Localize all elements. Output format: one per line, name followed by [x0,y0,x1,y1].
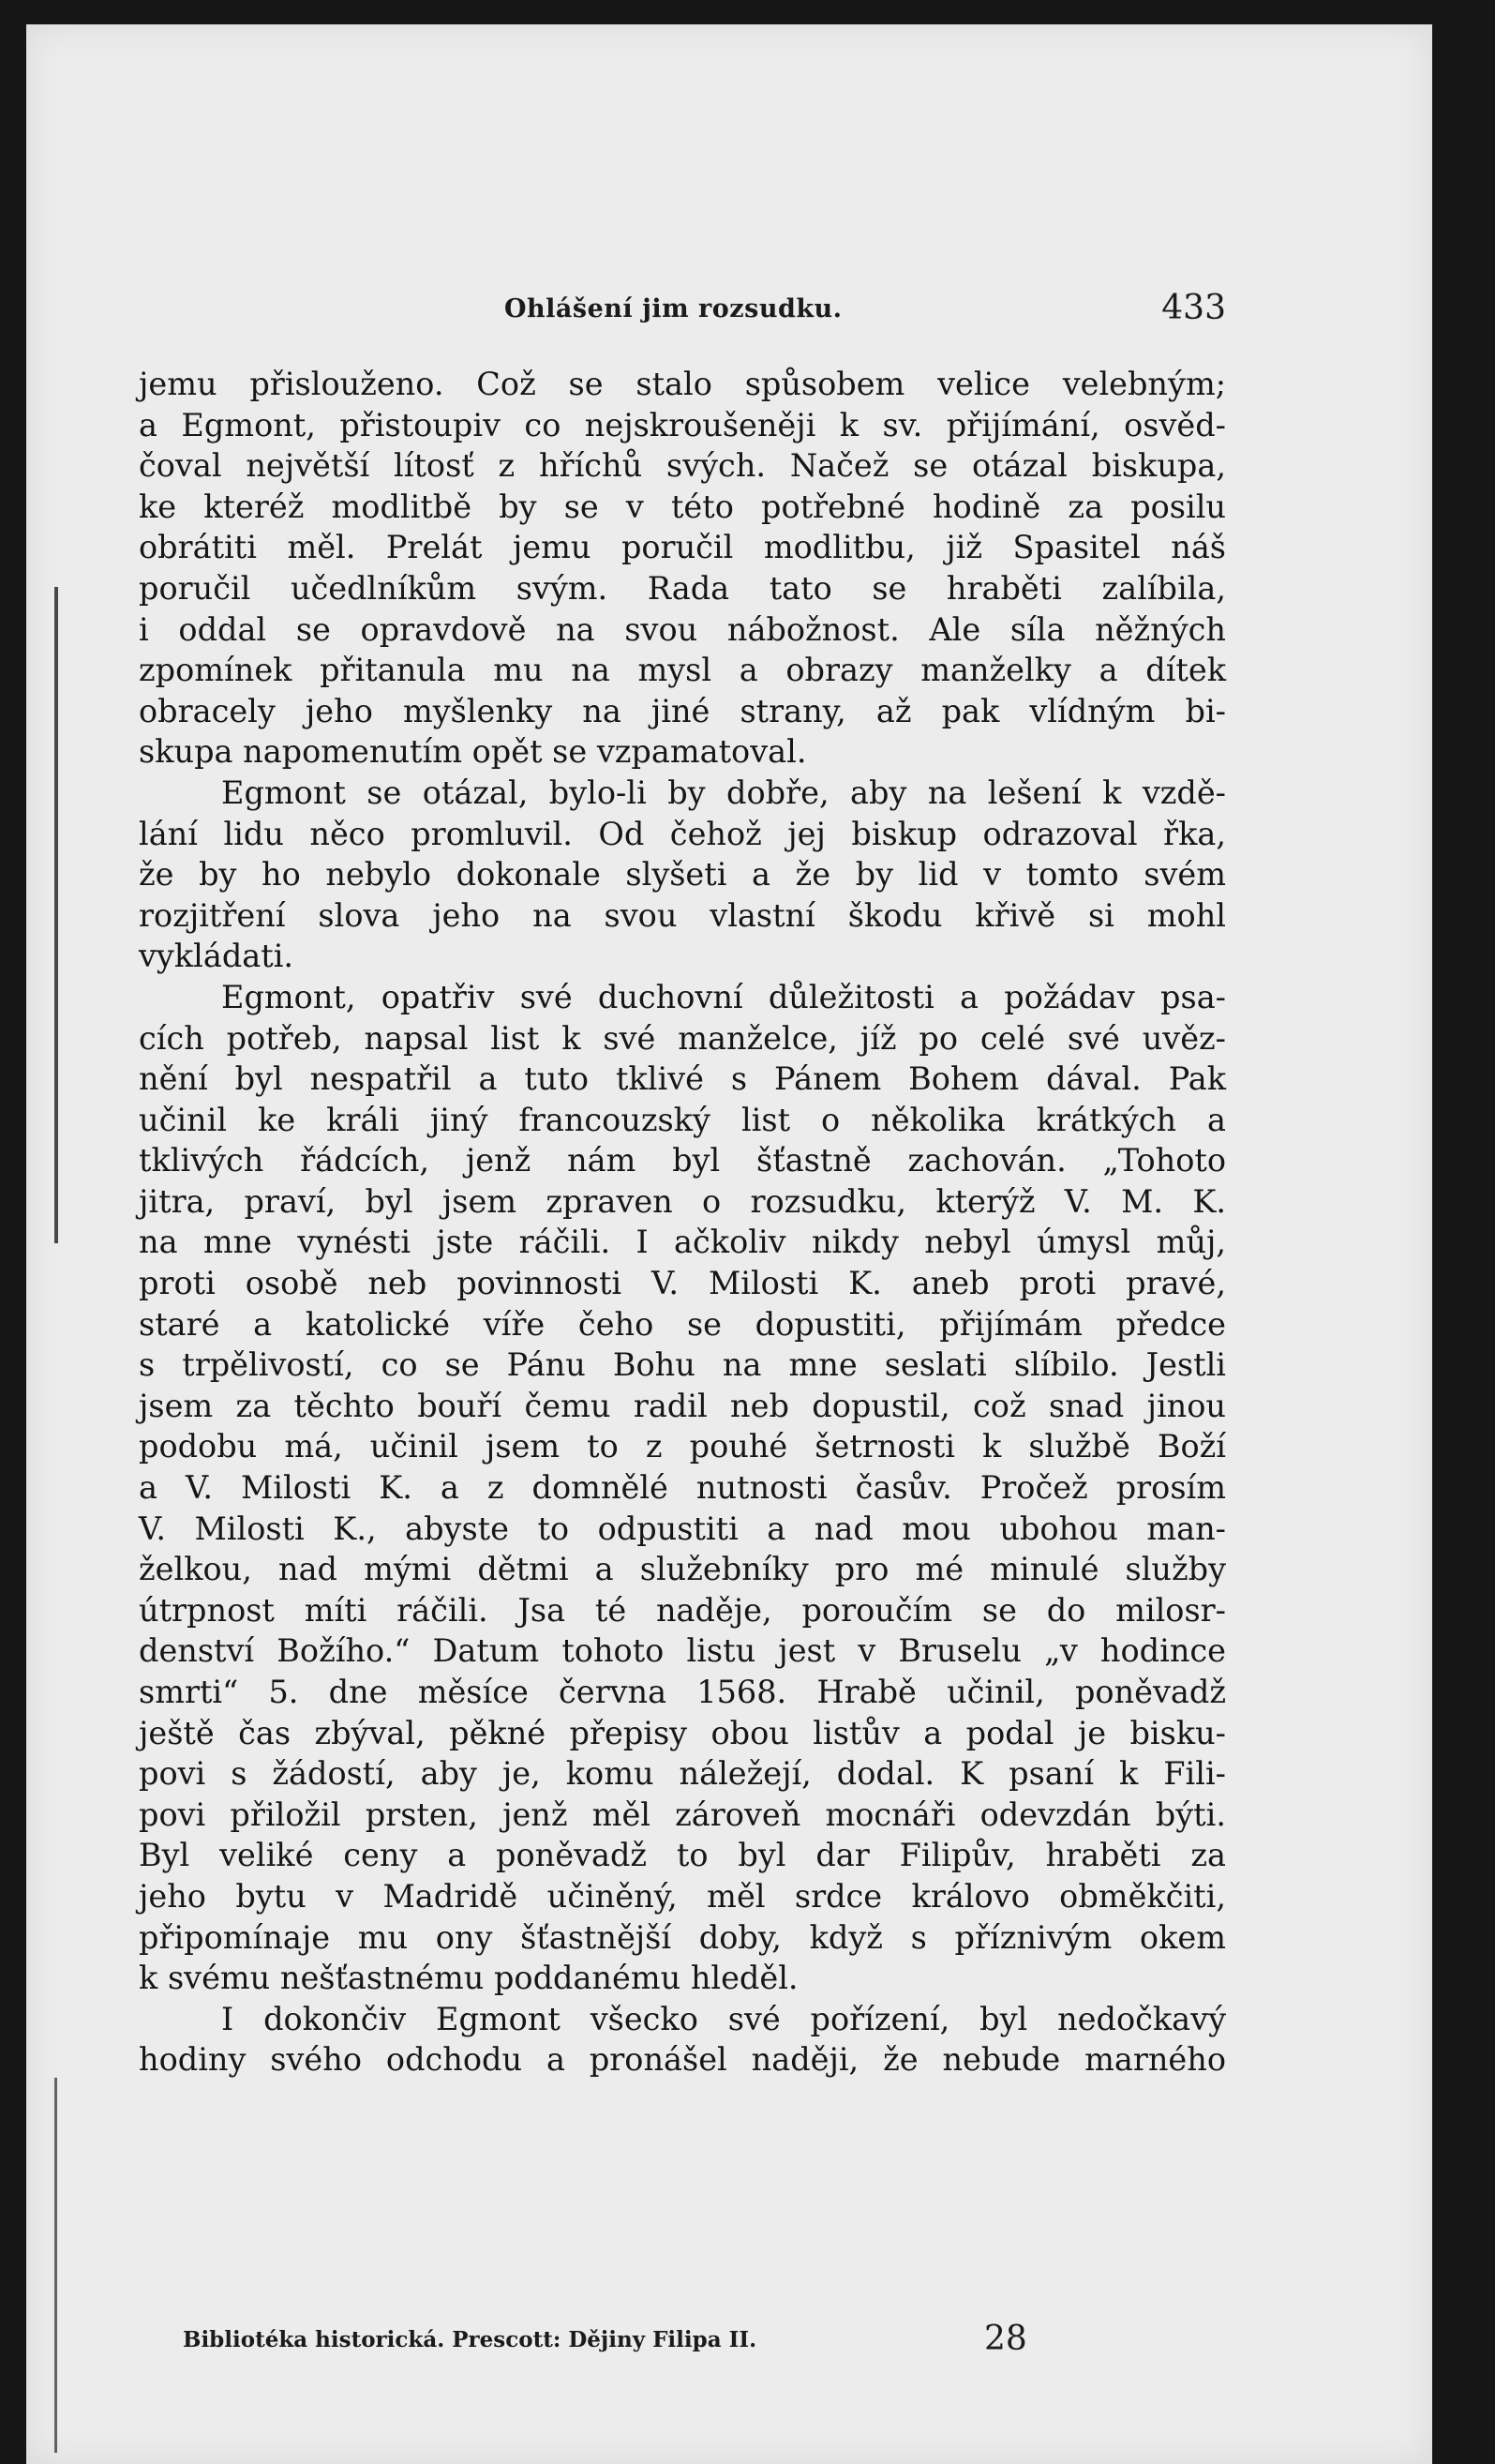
text-line: ještě čas zbýval, pěkné přepisy obou listův a podal je bisku- [139,1714,1226,1751]
text-line: nění byl nespatřil a tuto tklivé s Pánem Bohem dával. Pak [139,1060,1226,1098]
text-line: učinil ke králi jiný francouzský list o několika krátkých a [139,1101,1226,1138]
body-text [139,364,1226,2081]
text-line: povi přiložil prsten, jenž měl zároveň mocnáři odevzdán býti. [139,1795,1226,1833]
text-line: podobu má, učinil jsem to z pouhé šetrnosti k službě Boží [139,1428,1226,1465]
text-line: vykládati. [139,938,294,975]
text-line: zpomínek přitanula mu na mysl a obrazy manželky a dítek [139,652,1226,689]
text-line: Egmont, opatřiv své duchovní důležitosti a požádav psa- [221,978,1226,1015]
text-line: s trpělivostí, co se Pánu Bohu na mne seslati slíbilo. Jestli [139,1346,1226,1384]
text-line: útrpnost míti ráčili. Jsa té naděje, poroučím se do milosr- [139,1591,1226,1629]
text-line: smrti“ 5. dne měsíce června 1568. Hrabě učinil, poněvadž [139,1674,1226,1710]
text-line: jsem za těchto bouří čemu radil neb dopustil, což snad jinou [139,1387,1226,1424]
text-line: k svému nešťastnému poddanému hleděl. [139,1960,799,1997]
text-line: rozjitření slova jeho na svou vlastní škodu křivě si mohl [139,896,1226,934]
text-line: ke kteréž modlitbě by se v této potřebné hodině za posilu [139,488,1226,525]
text-line: povi s žádostí, aby je, komu náležejí, dodal. K psaní k Fili- [139,1755,1226,1793]
text-line: jemu přislouženo. Což se stalo spůsobem velice velebným; [139,366,1226,402]
text-line: i oddal se opravdově na svou nábožnost. Ale síla něžných [139,610,1226,648]
running-title: Ohlášení jim rozsudku. [504,294,843,323]
text-line: připomínaje mu ony šťastnější doby, když s příznivým okem [139,1918,1226,1956]
text-line: proti osobě neb povinnosti V. Milosti K. aneb proti pravé, [139,1265,1226,1302]
text-line: a V. Milosti K. a z domnělé nutnosti časův. Pročež prosím [139,1469,1226,1507]
text-line: denství Božího.“ Datum tohoto listu jest v Bruselu „v hodince [139,1632,1226,1670]
text-line: staré a katolické víře čeho se dopustiti, přijímám předce [139,1305,1226,1343]
sheet-mark: 28 [984,2320,1027,2358]
text-line: jeho bytu v Madridě učiněný, měl srdce královo obměkčiti, [139,1877,1226,1915]
text-line: skupa napomenutím opět se vzpamatoval. [139,733,807,771]
printer-signature: Bibliotéka historická. Prescott: Dějiny Filipa II. [183,2327,757,2352]
text-line: jitra, praví, byl jsem zpraven o rozsudku, kterýž V. M. K. [139,1182,1226,1220]
text-line: cích potřeb, napsal list k své manželce, jíž po celé své uvěz- [139,1019,1226,1057]
page-number: 433 [1161,289,1226,327]
text-line: Egmont se otázal, bylo-li by dobře, aby na lešení k vzdě- [221,774,1226,811]
text-line: obracely jeho myšlenky na jiné strany, až pak vlídným bi- [139,692,1226,729]
text-line: tklivých řádcích, jenž nám byl šťastně zachován. „Tohoto [139,1142,1226,1179]
text-line: lání lidu něco promluvil. Od čehož jej biskup odrazoval řka, [139,815,1226,852]
text-line: V. Milosti K., abyste to odpustiti a nad mou ubohou man- [139,1510,1226,1547]
text-line: čoval největší lítosť z hříchů svých. Načež se otázal biskupa, [139,447,1226,485]
text-line: na mne vynésti jste ráčili. I ačkoliv nikdy nebyl úmysl můj, [139,1224,1226,1261]
text-line: Byl veliké ceny a poněvadž to byl dar Filipův, hraběti za [139,1837,1226,1874]
text-line: obrátiti měl. Prelát jemu poručil modlitbu, již Spasitel náš [139,529,1226,566]
text-line: že by ho nebylo dokonale slyšeti a že by lid v tomto svém [139,856,1226,894]
text-line: a Egmont, přistoupiv co nejskroušeněji k sv. přijímání, osvěd- [139,406,1226,443]
text-line: poručil učedlníkům svým. Rada tato se hraběti zalíbila, [139,569,1226,607]
page-header [139,287,1226,334]
text-line: I dokončiv Egmont všecko své pořízení, byl nedočkavý [221,2000,1226,2037]
binding-shadow [54,587,58,1243]
text-line: želkou, nad mými dětmi a služebníky pro mé minulé služby [139,1551,1226,1588]
text-line: hodiny svého odchodu a pronášel naději, že nebude marného [139,2041,1226,2079]
binding-shadow-lower [54,2078,57,2453]
page-footer [183,2320,1214,2361]
